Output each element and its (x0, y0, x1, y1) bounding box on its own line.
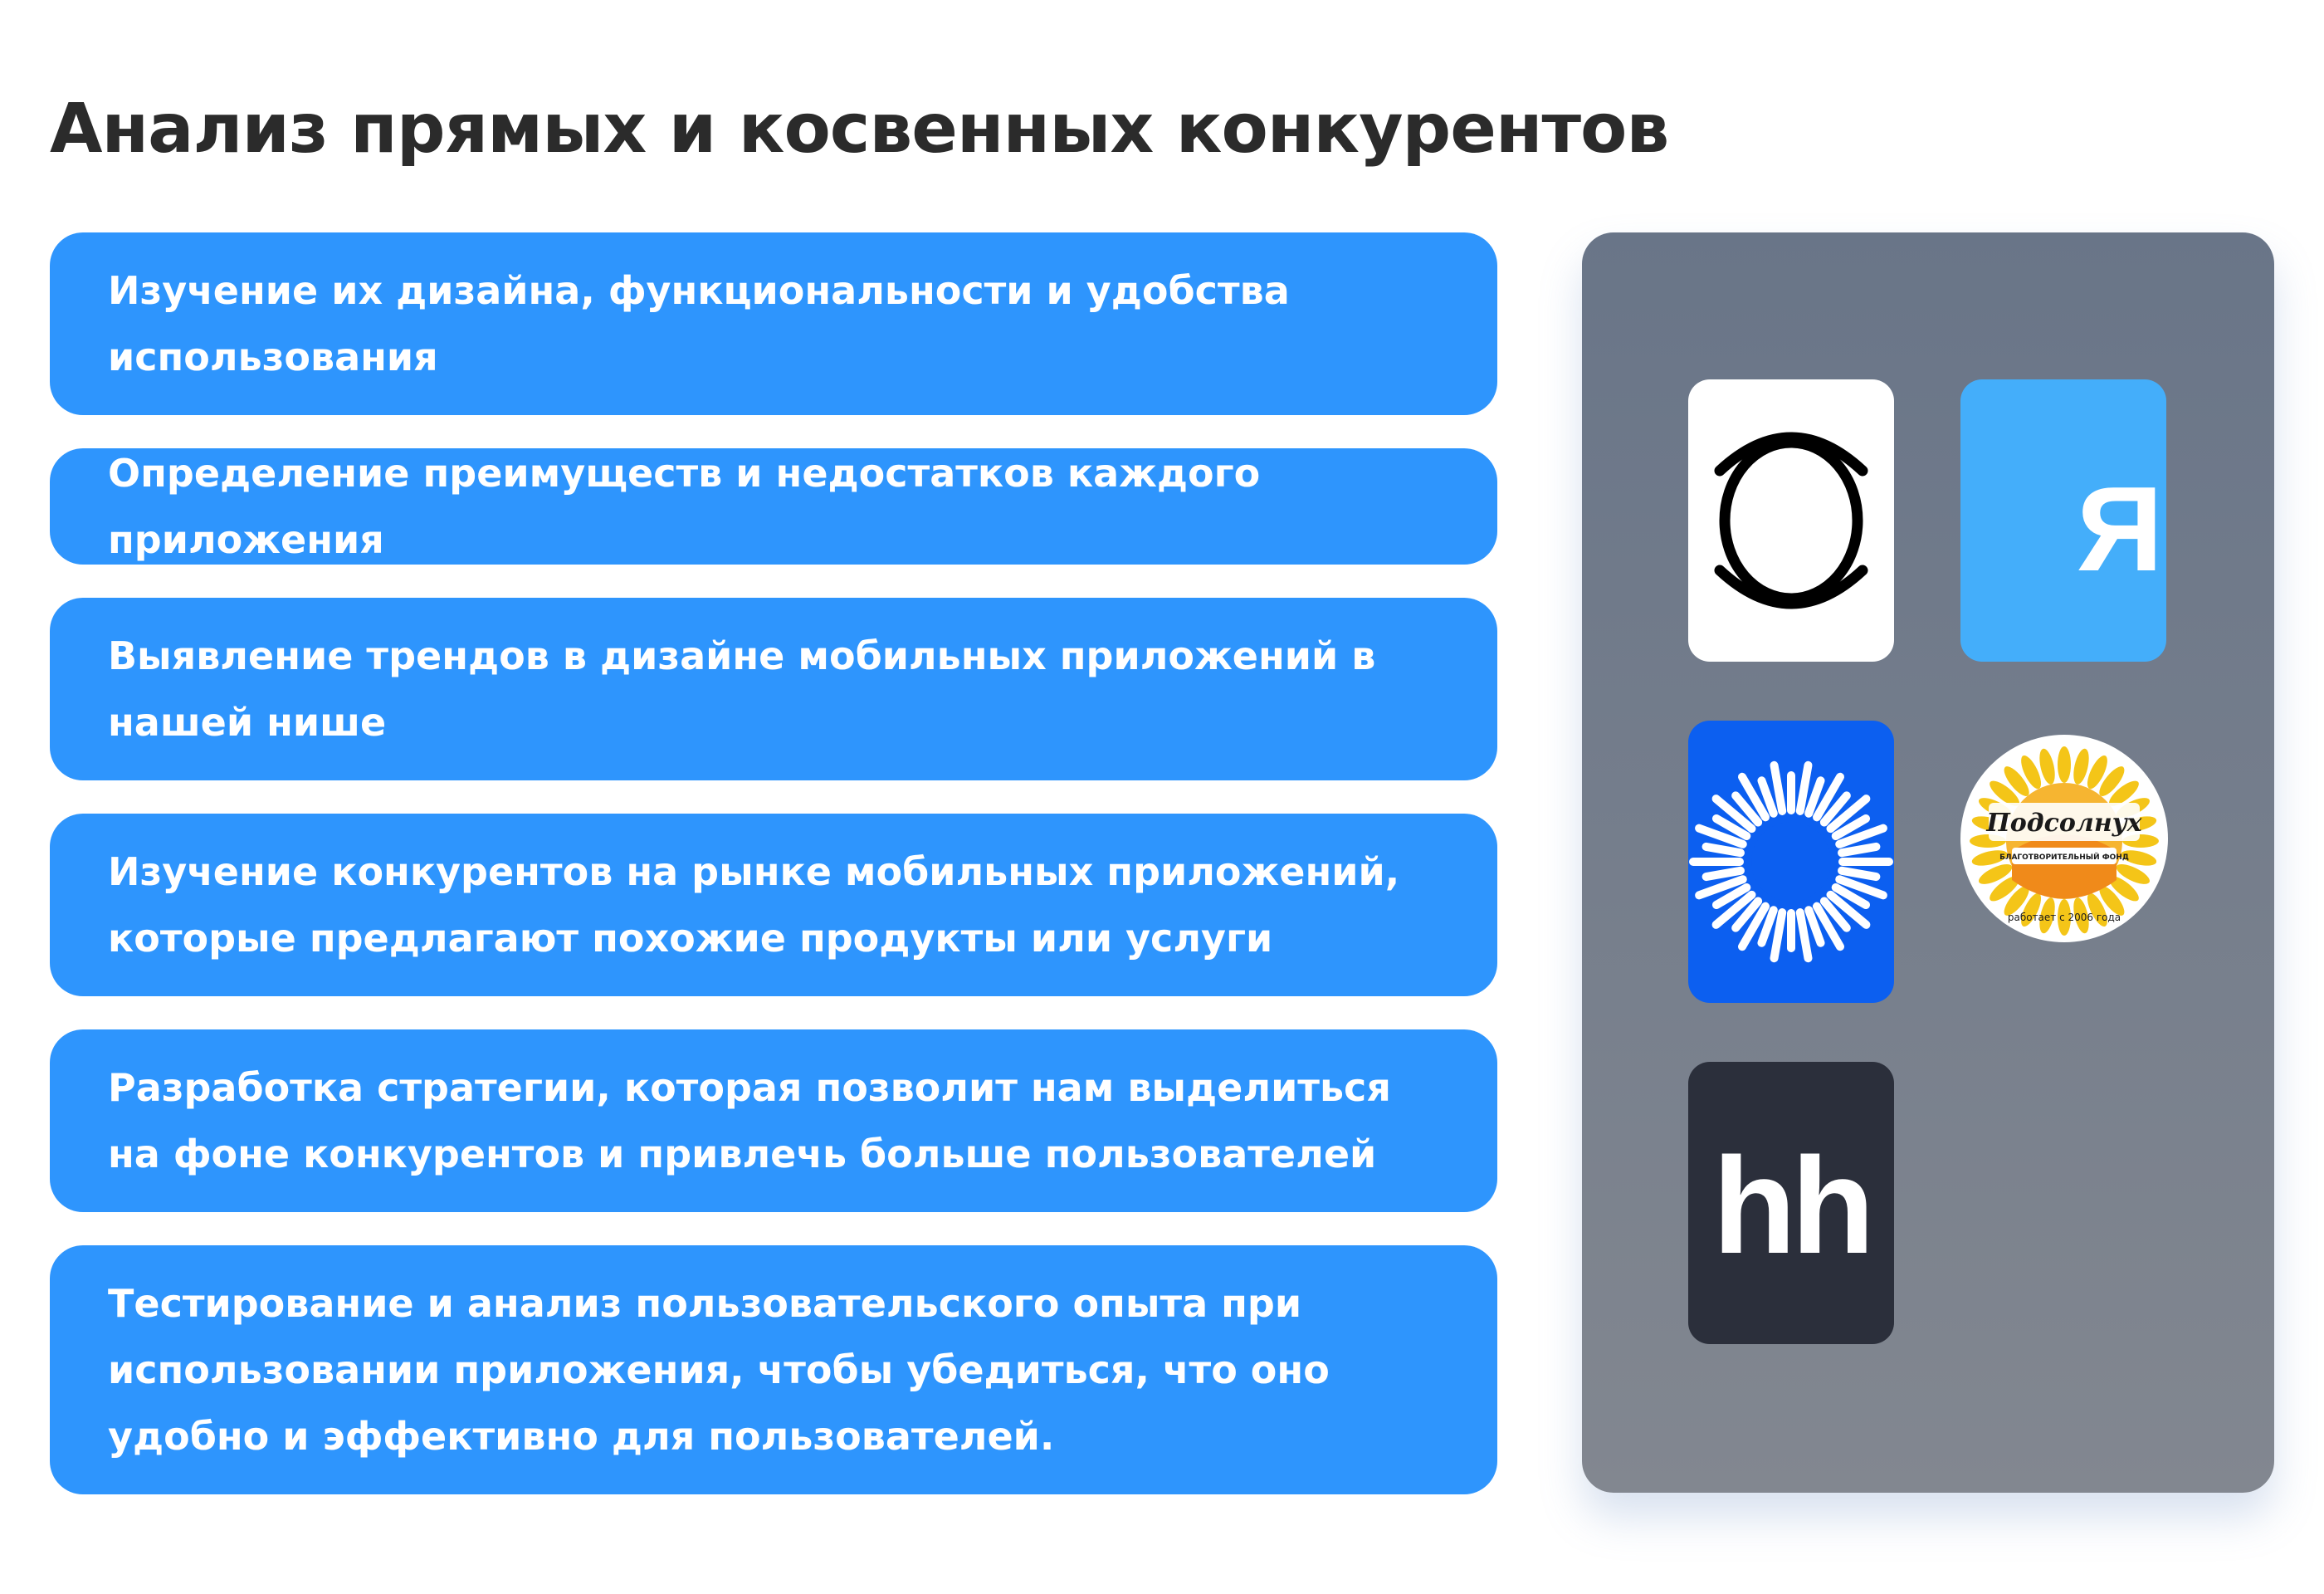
sun-burst-logo-icon (1688, 721, 1894, 1003)
sun-ray (1775, 765, 1783, 811)
sun-ray (1775, 912, 1783, 958)
hh-logo-icon (1688, 1062, 1894, 1344)
sun-ray (1842, 871, 1876, 877)
list-item-text: Изучение их дизайна, функциональности и удобства использования (108, 268, 1290, 379)
hh-logo-text: hh (1712, 1129, 1870, 1282)
podsolnukh-since: работает с 2006 года (2007, 912, 2121, 923)
competitor-analysis-list (50, 232, 1497, 1528)
yandex-logo-letter: Я (2076, 462, 2163, 596)
sunflower-petal (2058, 746, 2071, 783)
list-item-text: Тестирование и анализ пользовательского опыта при использовании приложения, чтобы убедиться, что оно удобно и эффективно для пользователей. (108, 1281, 1330, 1459)
sun-ray (1800, 765, 1809, 811)
competitor-logos-panel (1582, 232, 2274, 1493)
podsolnukh-name: Подсолнух (1986, 809, 2142, 838)
list-item-text: Изучение конкурентов на рынке мобильных приложений, которые предлагают похожие продукты или услуги (108, 849, 1400, 961)
o-ring-logo-icon (1688, 379, 1894, 662)
list-item-text: Разработка стратегии, которая позволит нам выделиться на фоне конкурентов и привлечь больше пользователей (108, 1065, 1391, 1176)
podsolnukh-subtitle: БЛАГОТВОРИТЕЛЬНЫЙ ФОНД (1999, 853, 2129, 862)
list-item (50, 598, 1497, 780)
sun-ray (1842, 847, 1876, 853)
yandex-logo-icon (1960, 379, 2166, 662)
list-item (50, 1029, 1497, 1212)
sun-ray (1706, 871, 1741, 877)
list-item-text: Определение преимуществ и недостатков каждого приложения (108, 451, 1261, 562)
sun-ray (1706, 847, 1741, 853)
podsolnukh-fund-logo-icon (1960, 735, 2168, 942)
list-item (50, 814, 1497, 996)
list-item (50, 1245, 1497, 1494)
sun-ray (1800, 912, 1809, 958)
list-item (50, 448, 1497, 565)
list-item (50, 232, 1497, 415)
list-item-text: Выявление трендов в дизайне мобильных приложений в нашей нише (108, 633, 1376, 745)
page-title: Анализ прямых и косвенных конкурентов (50, 90, 1669, 169)
